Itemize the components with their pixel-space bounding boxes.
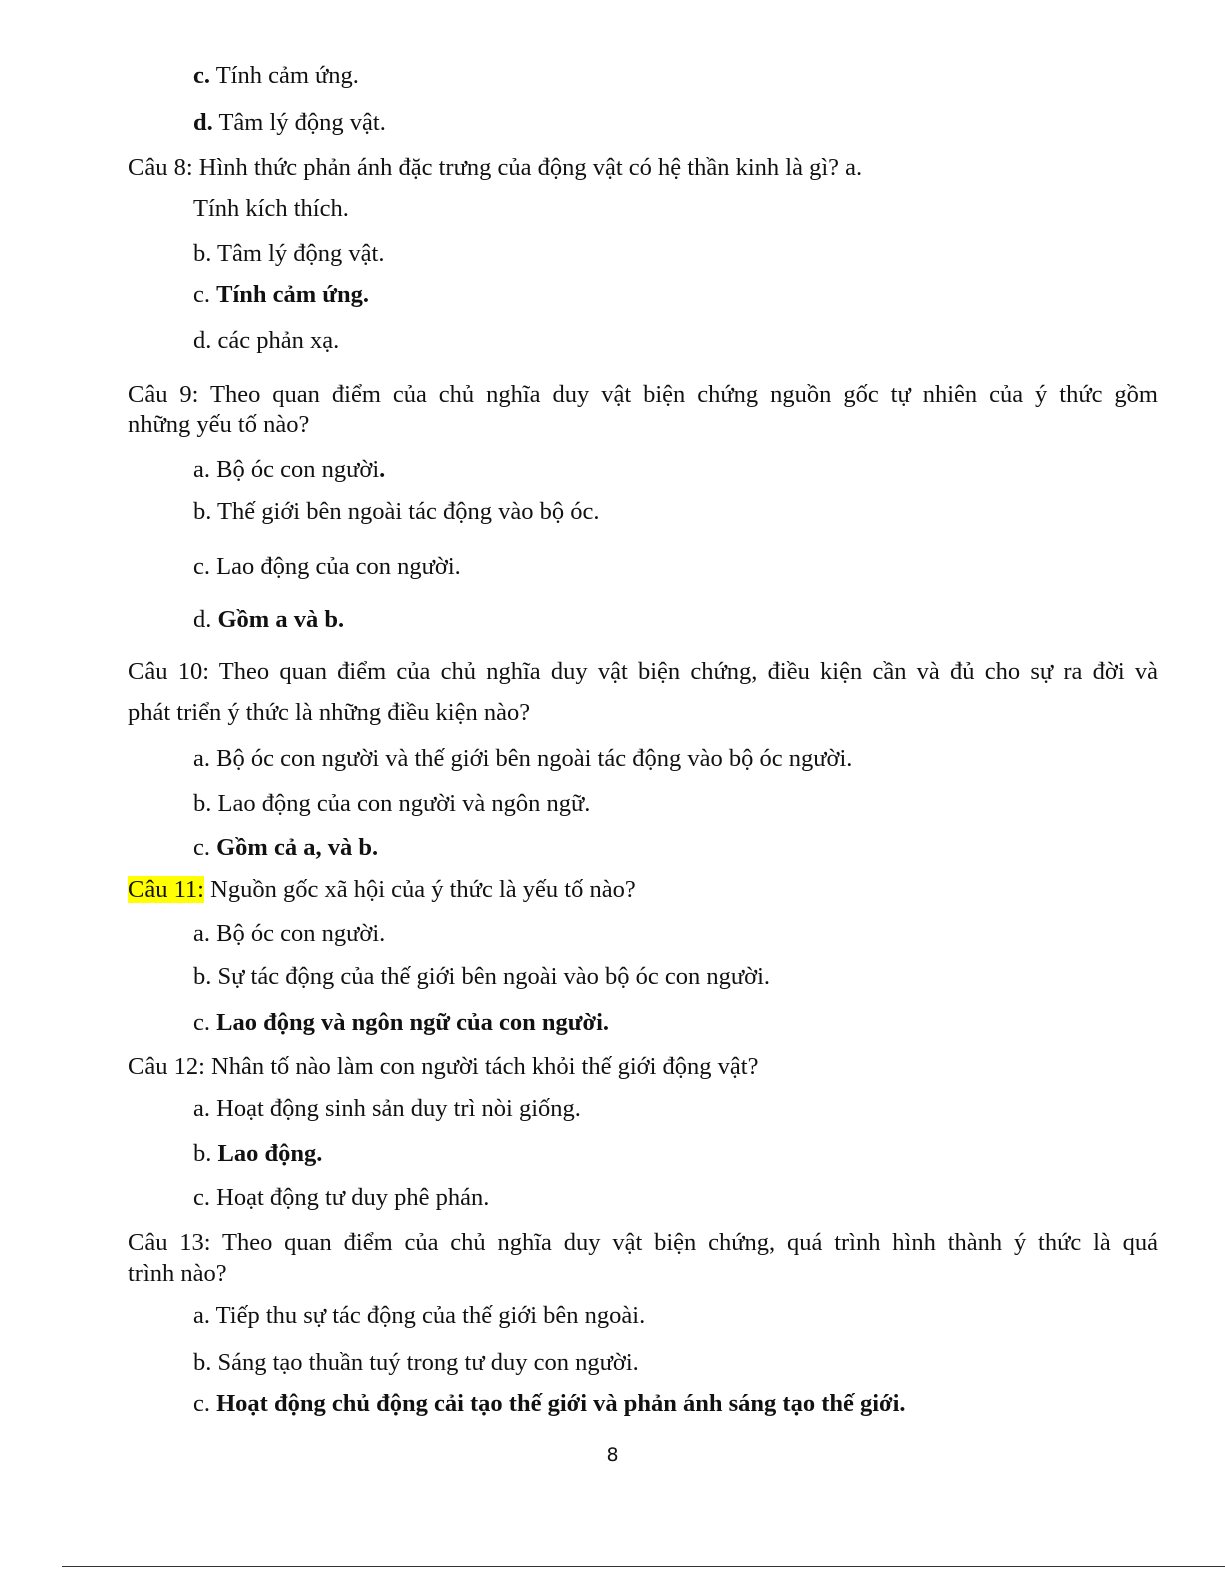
question-13-answer-a: a. Tiếp thu sự tác động của thế giới bên ngoài.	[193, 1302, 646, 1329]
question-12-answer-a: a. Hoạt động sinh sản duy trì nòi giống.	[193, 1095, 581, 1122]
correct-answer: Gồm cả a, và b.	[216, 834, 379, 861]
question-13-answer-b: b. Sáng tạo thuần tuý trong tư duy con người.	[193, 1349, 639, 1376]
answer-text: Tính cảm ứng.	[215, 62, 359, 89]
question-13-line-1: Câu 13: Theo quan điểm của chủ nghĩa duy vật biện chứng, quá trình hình thành ý thức là quá	[128, 1229, 1158, 1256]
question-11-answer-c	[193, 1008, 609, 1038]
question-13-line-2: trình nào?	[128, 1260, 227, 1287]
answer-c	[193, 61, 359, 91]
answer-prefix: c.	[193, 1390, 210, 1417]
answer-prefix: c.	[193, 281, 210, 308]
answer-prefix: c.	[193, 62, 210, 89]
answer-dot: .	[379, 456, 386, 483]
question-8-answer-d: d. các phản xạ.	[193, 327, 340, 354]
question-10-line-1: Câu 10: Theo quan điểm của chủ nghĩa duy vật biện chứng, điều kiện cần và đủ cho sự ra đời và	[128, 658, 1158, 685]
question-11-answer-a: a. Bộ óc con người.	[193, 920, 386, 947]
answer-text: Tâm lý động vật.	[218, 109, 386, 136]
question-10-answer-c	[193, 833, 378, 863]
answer-prefix: b.	[193, 1140, 212, 1167]
question-10-line-2: phát triển ý thức là những điều kiện nào?	[128, 699, 531, 726]
question-8: Câu 8: Hình thức phản ánh đặc trưng của động vật có hệ thần kinh là gì? a.	[128, 154, 863, 181]
correct-answer: Hoạt động chủ động cải tạo thế giới và phản ánh sáng tạo thế giới.	[216, 1390, 906, 1417]
answer-prefix: c.	[193, 1009, 210, 1036]
correct-answer: Gồm a và b.	[217, 606, 345, 633]
answer-prefix: d.	[193, 109, 213, 136]
question-13-answer-c	[193, 1389, 906, 1419]
highlighted-label: Câu 11:	[128, 876, 204, 903]
question-12-answer-c: c. Hoạt động tư duy phê phán.	[193, 1184, 490, 1211]
question-9-answer-d	[193, 605, 344, 635]
question-10-answer-b: b. Lao động của con người và ngôn ngữ.	[193, 790, 591, 817]
correct-answer: Lao động.	[217, 1140, 323, 1167]
answer-prefix: d.	[193, 606, 212, 633]
question-11	[128, 875, 636, 905]
answer-text: a. Bộ óc con người	[193, 456, 380, 483]
question-12: Câu 12: Nhân tố nào làm con người tách khỏi thế giới động vật?	[128, 1053, 759, 1080]
question-10-answer-a: a. Bộ óc con người và thế giới bên ngoài tác động vào bộ óc người.	[193, 745, 853, 772]
question-12-answer-b	[193, 1139, 322, 1169]
question-8-answer-b: b. Tâm lý động vật.	[193, 240, 385, 267]
question-8-answer-a: Tính kích thích.	[193, 195, 349, 222]
question-9-answer-c: c. Lao động của con người.	[193, 553, 461, 580]
correct-answer: Tính cảm ứng.	[216, 281, 370, 308]
question-9-line-1: Câu 9: Theo quan điểm của chủ nghĩa duy vật biện chứng nguồn gốc tự nhiên của ý thức gồm	[128, 381, 1158, 408]
question-9-answer-b: b. Thế giới bên ngoài tác động vào bộ óc.	[193, 498, 600, 525]
page-bottom-divider	[62, 1566, 1225, 1567]
answer-d	[193, 108, 386, 138]
question-11-answer-b: b. Sự tác động của thế giới bên ngoài vào bộ óc con người.	[193, 963, 771, 990]
question-9-line-2: những yếu tố nào?	[128, 411, 310, 438]
question-9-answer-a	[193, 455, 385, 485]
correct-answer: Lao động và ngôn ngữ của con người.	[216, 1009, 609, 1036]
answer-prefix: c.	[193, 834, 210, 861]
question-text: Nguồn gốc xã hội của ý thức là yếu tố nào?	[204, 876, 636, 903]
page-number: 8	[606, 1444, 619, 1466]
question-8-answer-c	[193, 280, 369, 310]
